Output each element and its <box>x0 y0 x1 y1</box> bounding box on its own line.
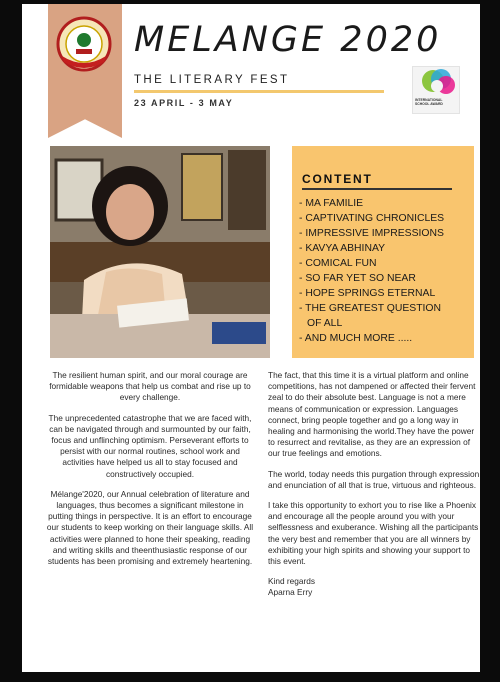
title-divider <box>134 90 384 93</box>
paragraph: The world, today needs this purgation through expression and enunciation of all that is true, virtuous and righteous. <box>268 468 480 490</box>
principal-photo <box>50 146 270 358</box>
content-item: - IMPRESSIVE IMPRESSIONS <box>299 228 444 239</box>
paragraph: The resilient human spirit, and our moral courage are formidable weapons that help us combat and rise up to every challenge. <box>49 370 251 403</box>
content-item: - AND MUCH MORE ..... <box>299 333 413 344</box>
paragraph: Mélange'2020, our Annual celebration of literature and languages, thus becomes a significant milestone in putting things in perspective. It is an effort to encourage our students to keep working on their language skills. All activities were planned to hone their speaking, reading and writing skills and theenthusiastic response of our students has been promising and extremely heartening. <box>46 488 254 567</box>
content-divider <box>302 188 452 190</box>
closing: Kind regards <box>268 576 316 587</box>
paragraph: The unprecedented catastrophe that we are faced with, can be navigated through and surmounted by our faith, focus and unflinching optimism. Perseverant efforts to persist with our normal routines, school work and activities have helped us all to stay focused and constructively occupied. <box>48 412 252 479</box>
content-item: - KAVYA ABHINAY <box>299 243 386 254</box>
right-column <box>268 370 480 599</box>
content-item: OF ALL <box>307 318 343 329</box>
award-swirl-icon <box>413 67 459 97</box>
paragraph: I take this opportunity to exhort you to rise like a Phoenix and encourage all the people around you with your selflessness and exuberance. Wishing all the participants the very best and remember that you are all winners by exhibiting your high spirits and showing your support to this event. <box>268 500 479 567</box>
subtitle: THE LITERARY FEST <box>134 74 290 86</box>
event-dates: 23 APRIL - 3 MAY <box>134 98 234 108</box>
newsletter-page <box>22 4 480 672</box>
international-school-award-logo <box>412 66 460 114</box>
content-item: - COMICAL FUN <box>299 258 377 269</box>
content-item: - MA FAMILIE <box>299 198 364 209</box>
content-item: - CAPTIVATING CHRONICLES <box>299 213 445 224</box>
school-logo-icon <box>56 16 112 72</box>
page-title: MELANGE 2020 <box>134 20 442 60</box>
content-item: - HOPE SPRINGS ETERNAL <box>299 288 436 299</box>
signature-name: Aparna Erry <box>268 587 313 598</box>
content-item: - SO FAR YET SO NEAR <box>299 273 416 284</box>
content-box <box>292 146 474 358</box>
award-label: INTERNATIONAL SCHOOL AWARD <box>415 98 443 106</box>
content-list <box>299 196 444 346</box>
left-column <box>44 370 256 576</box>
content-heading: CONTENT <box>302 172 373 186</box>
content-item: - THE GREATEST QUESTION <box>299 303 442 314</box>
paragraph: The fact, that this time it is a virtual platform and online competitions, has not dampened or affected their fervent zeal to do their absolute best. Language is not a mere means of communication or expression. Languages connect, bring people together and go a long way in healing and harmonising the world.They have the power to resurrect and revitalise, as they are an expression of our true feelings and emotions. <box>268 370 476 459</box>
